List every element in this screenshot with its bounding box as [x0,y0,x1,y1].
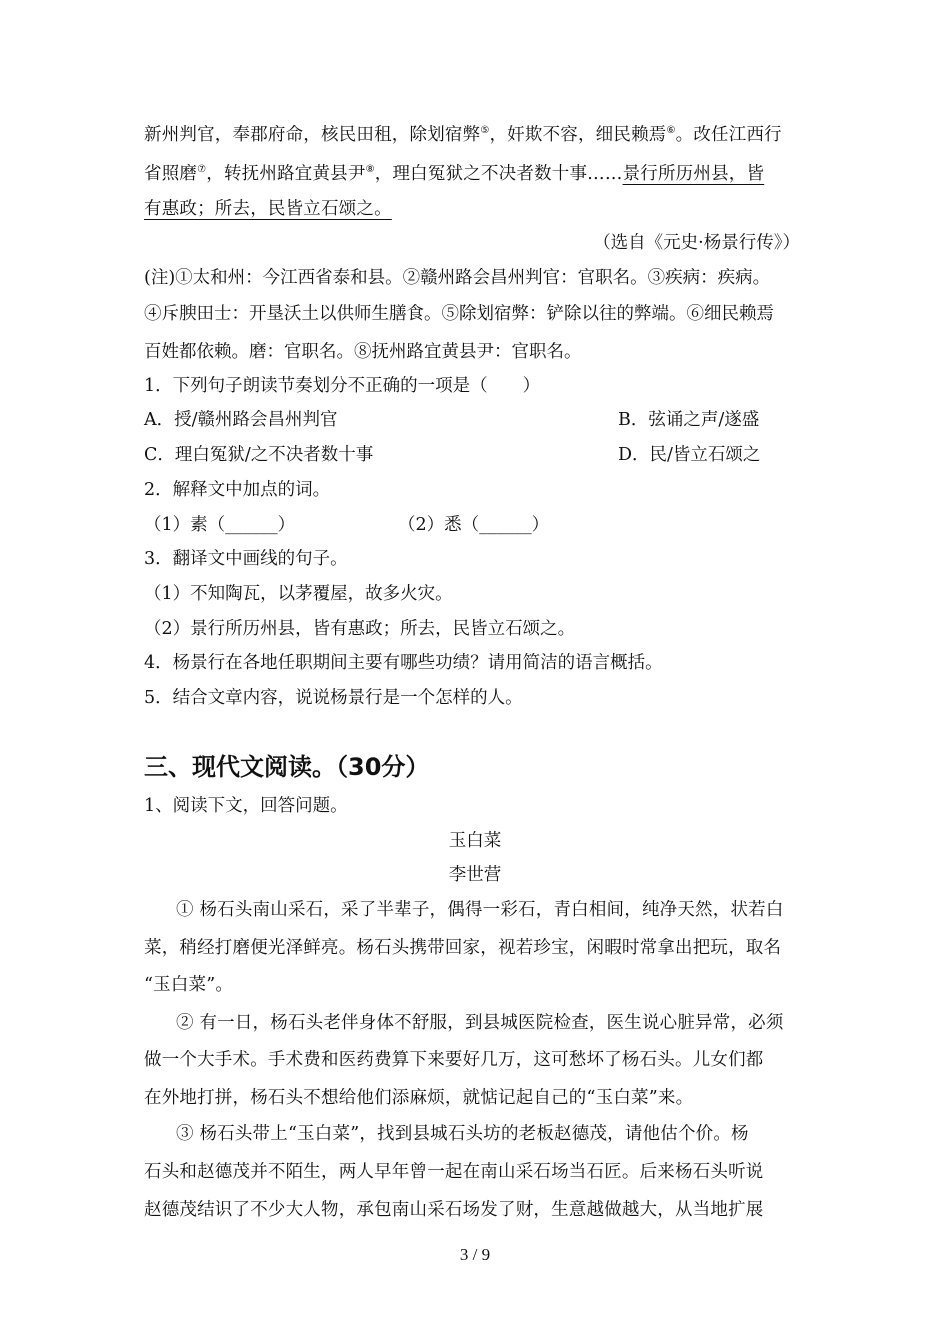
paragraph-2-line-3: 在外地打拼，杨石头不想给他们添麻烦，就惦记起自己的“玉白菜”来。 [144,1088,694,1108]
passage-source: （选自《元史·杨景行传》） [593,233,800,253]
footnote-marker: ⑤ [480,125,490,136]
question-2: 2．解释文中加点的词。 [144,480,331,500]
option-b: B．弦诵之声/遂盛 [618,410,760,430]
question-1-options-row-2 [144,443,761,467]
paragraph-3-line-2: 石头和赵德茂并不陌生，两人早年曾一起在南山采石场当石匠。后来杨石头听说 [144,1162,764,1182]
passage-text: 新州判官，奉郡府命，核民田租，除划宿弊 [144,125,481,145]
paragraph-1-line-2: 菜，稍经打磨便光泽鲜亮。杨石头携带回家，视若珍宝，闲暇时常拿出把玩，取名 [144,938,782,958]
page-number: 3 / 9 [459,1245,491,1264]
footnote-marker: ⑦ [197,164,207,175]
paragraph-3-line-1: ③ 杨石头带上“玉白菜”，找到县城石头坊的老板赵德茂，请他估个价。杨 [176,1124,749,1144]
footnote-marker: ⑧ [365,164,375,175]
question-4: 4．杨景行在各地任职期间主要有哪些功绩？请用简洁的语言概括。 [144,653,663,673]
question-3-item-1: （1）不知陶瓦，以茅覆屋，故多火灾。 [144,584,453,604]
paragraph-3-line-3: 赵德茂结识了不少大人物，承包南山采石场发了财，生意越做越大，从当地扩展 [144,1200,764,1220]
passage-line-3 [144,197,392,221]
underlined-sentence: 有惠政；所去，民皆立石颂之。 [144,199,392,219]
passage-text: 。改任江西行 [675,125,782,145]
question-2-item-1: （1）素（______） [144,515,296,535]
section-instruction: 1、阅读下文，回答问题。 [144,796,348,816]
question-2-items [144,513,550,537]
paragraph-2-line-2: 做一个大手术。手术费和医药费算下来要好几万，这可愁坏了杨石头。儿女们都 [144,1050,764,1070]
underlined-sentence: 景行所历州县，皆 [622,164,765,184]
passage-text: 省照磨 [144,164,198,184]
option-d: D．民/皆立石颂之 [618,445,761,465]
question-3: 3．翻译文中画线的句子。 [144,549,348,569]
option-c: C．理白冤狱/之不决者数十事 [144,445,374,465]
passage-text: ，理白冤狱之不决者数十事…… [374,164,623,184]
question-5: 5．结合文章内容，说说杨景行是一个怎样的人。 [144,688,523,708]
passage-line-2 [144,158,764,186]
article-author: 李世营 [448,865,502,885]
paragraph-1-line-1: ① 杨石头南山采石，采了半辈子，偶得一彩石，青白相间，纯净天然，状若白 [176,900,784,920]
section-heading: 三、现代文阅读。（30分） [144,753,430,781]
notes-line-1: (注)①太和州：今江西省泰和县。②赣州路会昌州判官：官职名。③疾病：疾病。 [144,268,771,288]
notes-line-2: ④斥腴田士：开垦沃土以供师生膳食。⑤除划宿弊：铲除以往的弊端。⑥细民赖焉 [144,304,774,324]
paragraph-2-line-1: ② 有一日，杨石头老伴身体不舒服，到县城医院检查，医生说心脏异常，必须 [176,1013,784,1033]
notes-line-3: 百姓都依赖。磨：官职名。⑧抚州路宜黄县尹：官职名。 [144,342,582,362]
option-a: A．授/赣州路会昌州判官 [144,410,338,430]
footnote-marker: ⑥ [666,125,676,136]
article-title: 玉白菜 [448,831,502,851]
passage-text: ，奸欺不容，细民赖焉 [489,125,667,145]
passage-line-1 [144,119,782,147]
question-3-item-2: （2）景行所历州县，皆有惠政；所去，民皆立石颂之。 [144,619,576,639]
question-2-item-2: （2）悉（______） [398,515,550,535]
question-1: 1．下列句子朗读节奏划分不正确的一项是（ ） [144,376,541,396]
passage-text: ，转抚州路宜黄县尹 [206,164,366,184]
question-1-options-row-1 [144,408,760,432]
paragraph-1-line-3: “玉白菜”。 [144,975,234,995]
